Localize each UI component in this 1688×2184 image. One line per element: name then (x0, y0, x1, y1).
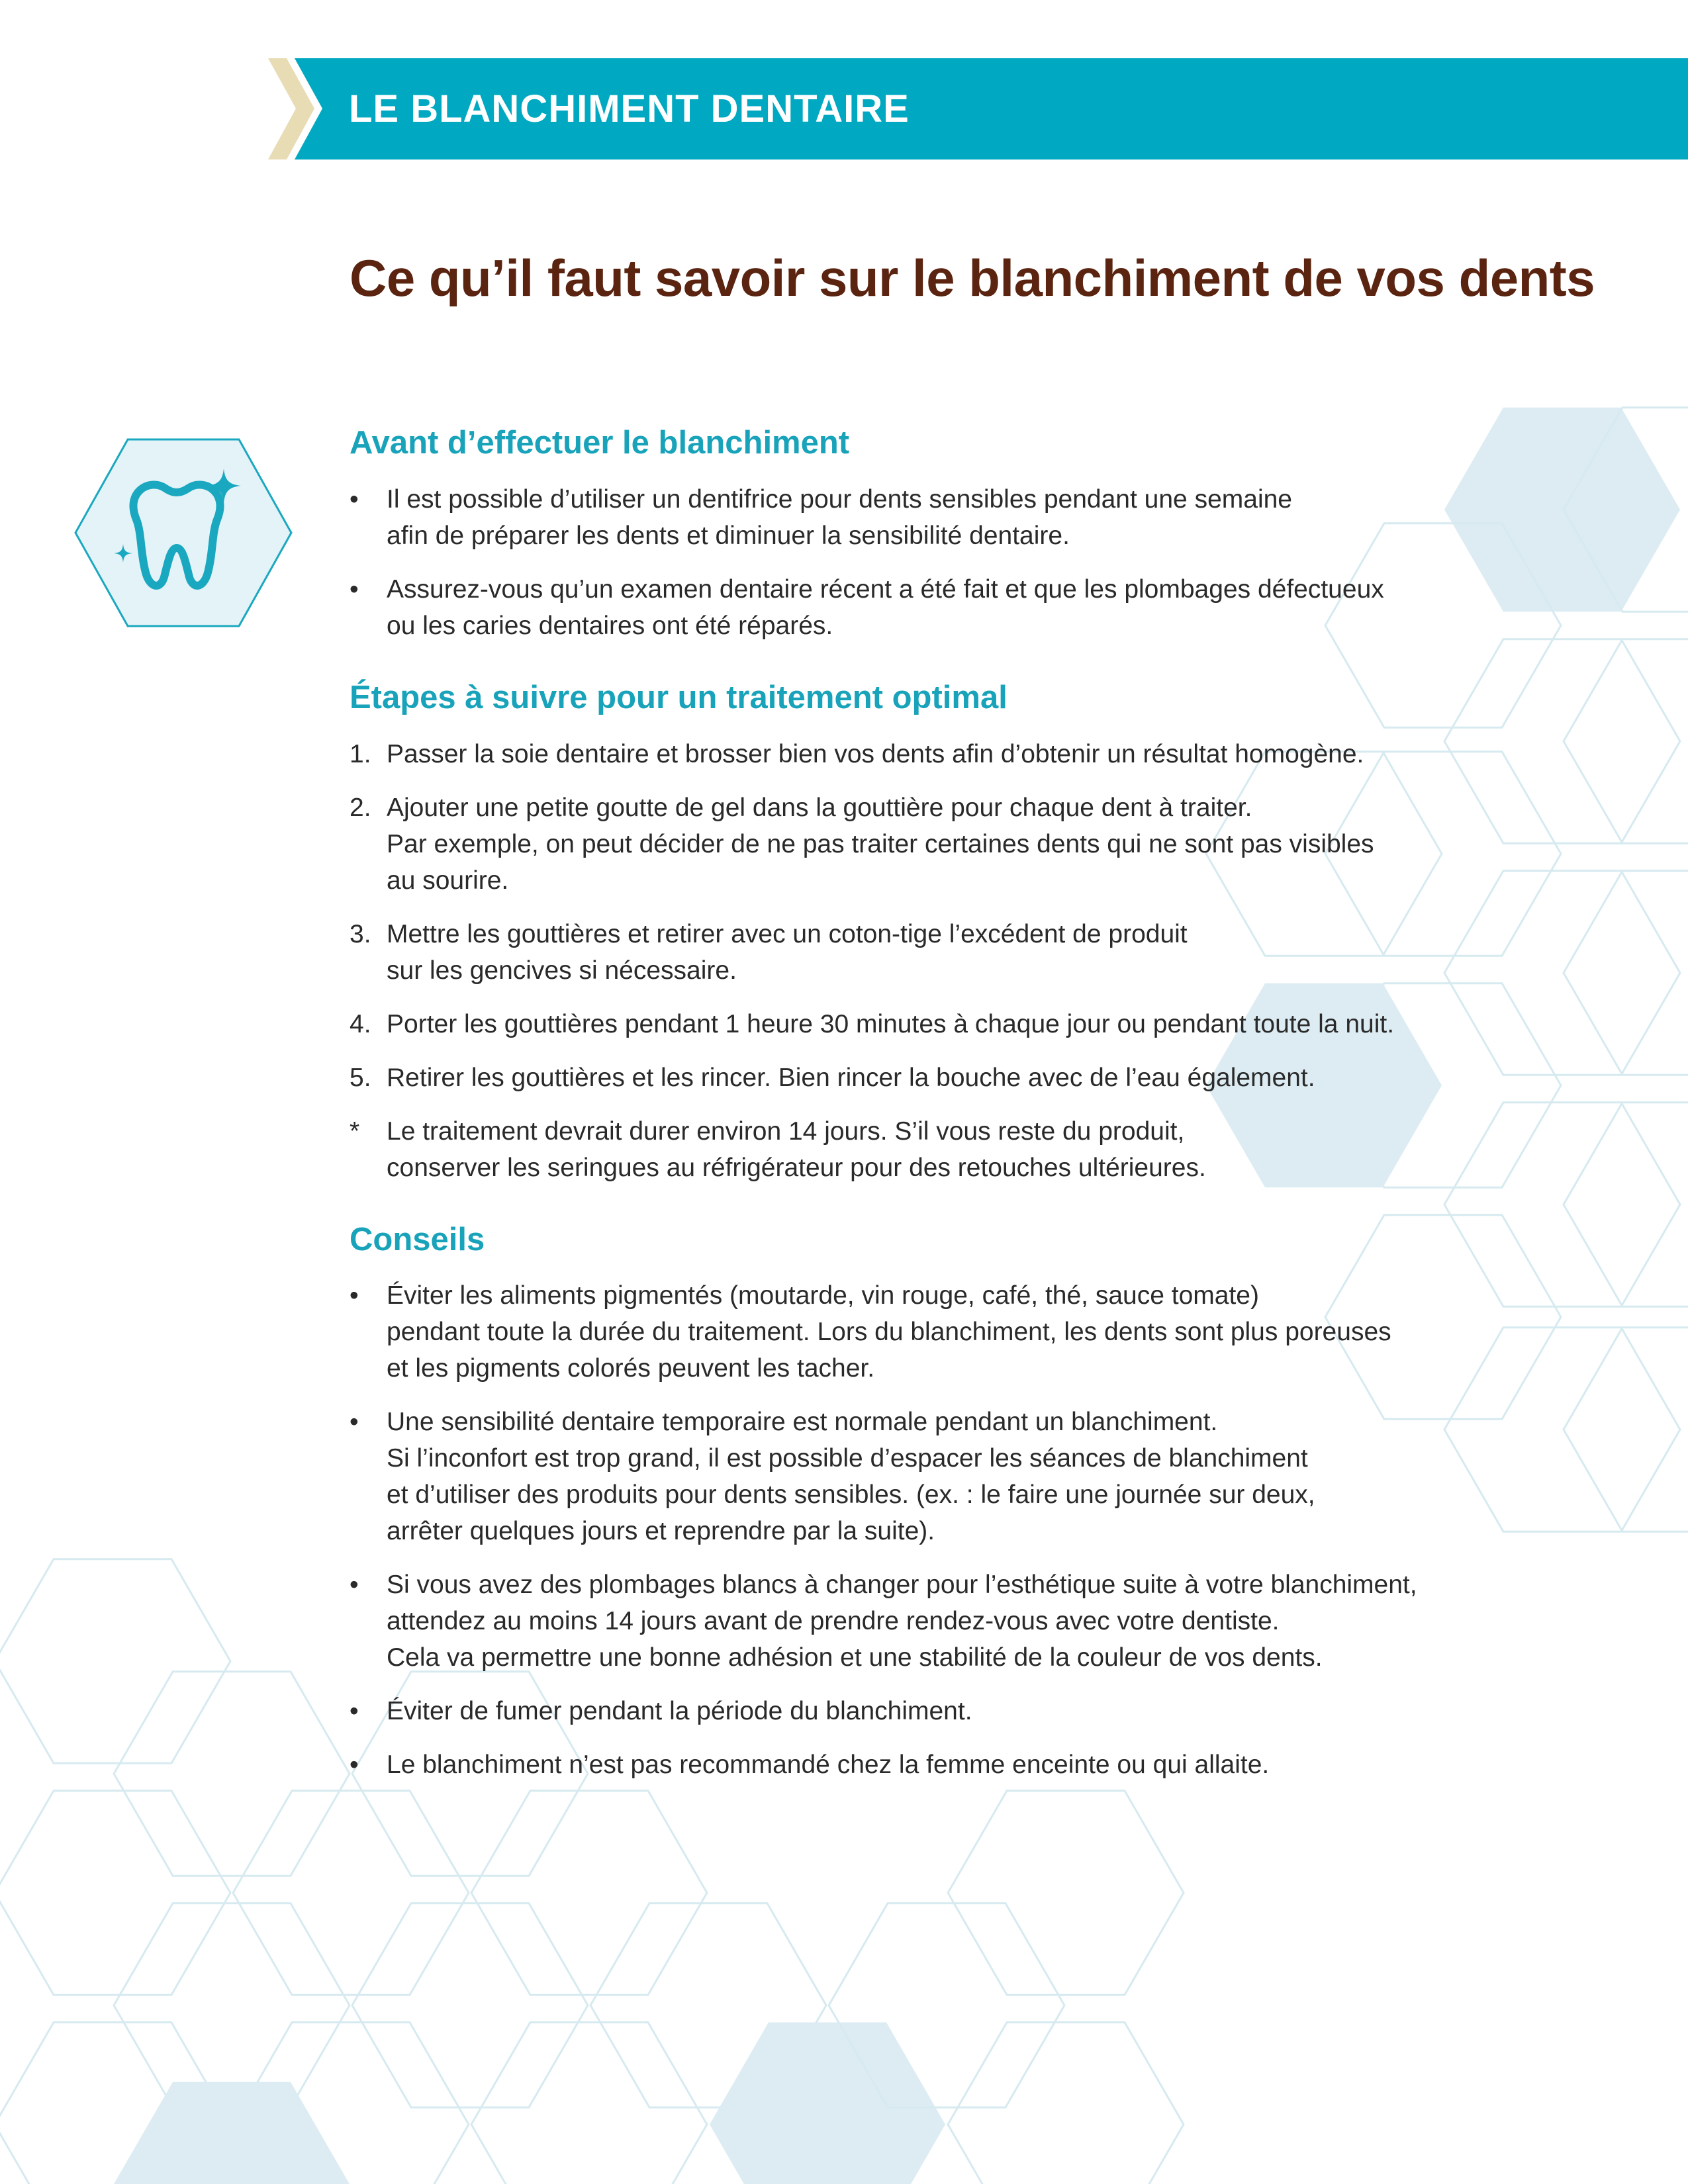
list-item-text: Éviter les aliments pigmentés (moutarde, vin rouge, café, thé, sauce tomate) pendant toute la durée du traitement. Lors du blanchiment, les dents sont plus poreuses et les pigments colorés peuvent les tacher. (387, 1281, 1391, 1383)
step-number: 1. (350, 739, 371, 768)
section-conseils (350, 1220, 1475, 1784)
list-item-text: Il est possible d’utiliser un dentifrice pour dents sensibles pendant une semaine afin de préparer les dents et diminuer la sensibilité dentaire. (387, 484, 1292, 550)
list-item (350, 916, 1475, 989)
list-item-text: Ajouter une petite goutte de gel dans la gouttière pour chaque dent à traiter. Par exemple, on peut décider de ne pas traiter certaines dents qui ne sont pas visibles au sourire. (387, 793, 1374, 895)
list-item (350, 1693, 1475, 1729)
list-item (350, 736, 1475, 772)
tooth-badge (73, 437, 294, 632)
step-number: 3. (350, 919, 371, 948)
section-heading-avant: Avant d’effectuer le blanchiment (350, 425, 850, 461)
list-item (350, 1277, 1475, 1387)
section-heading-conseils: Conseils (350, 1221, 485, 1257)
list-item (350, 1404, 1475, 1549)
bullet-marker: • (350, 1751, 359, 1780)
section-etapes (350, 678, 1475, 1186)
list-item-text: Une sensibilité dentaire temporaire est normale pendant un blanchiment. Si l’inconfort est trop grand, il est possible d’espacer les séances de blanchiment et d’utiliser des produits pour dents sensibles. (ex. : le faire une journée sur deux, arrêter quelques jours et reprendre par la suite). (387, 1408, 1315, 1546)
list-item-text: Si vous avez des plombages blancs à changer pour l’esthétique suite à votre blanchiment, attendez au moins 14 jours avant de prendre rendez-vous avec votre dentiste. Cela va permettre une bonne adhésion et une stabilité de la couleur de vos dents. (387, 1570, 1417, 1672)
background-hexagon (1444, 408, 1680, 612)
main-content (350, 424, 1475, 1817)
list-item-text: Mettre les gouttières et retirer avec un coton-tige l’excédent de produit sur les gencives si nécessaire. (387, 919, 1188, 985)
bullet-marker: • (350, 574, 359, 604)
background-hexagon (471, 2023, 707, 2184)
banner-title: LE BLANCHIMENT DENTAIRE (349, 87, 910, 130)
bullet-marker: • (350, 1281, 359, 1310)
list-item (350, 1113, 1475, 1186)
list-item (350, 1567, 1475, 1676)
background-hexagon (114, 1903, 350, 2107)
list-item (350, 571, 1475, 644)
background-hexagon (710, 2023, 945, 2184)
bullet-marker: • (350, 1570, 359, 1600)
background-hexagon (114, 2082, 350, 2184)
background-hexagon (948, 2023, 1184, 2184)
section-heading-etapes: Étapes à suivre pour un traitement optimal (350, 679, 1008, 715)
list-item (350, 1060, 1475, 1096)
list-item-text: Retirer les gouttières et les rincer. Bien rincer la bouche avec de l’eau également. (387, 1063, 1315, 1092)
step-number: 5. (350, 1063, 371, 1092)
background-hexagon (0, 1791, 230, 1995)
background-hexagon (114, 1672, 350, 1876)
background-hexagon (1444, 639, 1680, 843)
background-hexagon (1444, 1103, 1680, 1306)
background-hexagon (1564, 1328, 1688, 1531)
background-hexagon (471, 1791, 707, 1995)
avant-list (350, 481, 1475, 644)
list-item (350, 1747, 1475, 1783)
background-hexagon (352, 1903, 588, 2107)
bullet-marker: • (350, 484, 359, 514)
list-item-text: Le traitement devrait durer environ 14 jours. S’il vous reste du produit, conserver les seringues au réfrigérateur pour des retouches ultérieures. (387, 1116, 1206, 1182)
asterisk-marker: * (350, 1116, 360, 1146)
tooth-sparkle-icon (73, 437, 294, 629)
list-item-text: Éviter de fumer pendant la période du blanchiment. (387, 1697, 972, 1726)
background-hexagon (1564, 639, 1688, 843)
list-item (350, 1006, 1475, 1042)
list-item (350, 481, 1475, 554)
background-hexagon (0, 1559, 230, 1763)
background-hexagon (1444, 871, 1680, 1075)
background-hexagon (948, 1791, 1184, 1995)
bullet-marker: • (350, 1697, 359, 1726)
header-banner (268, 58, 1688, 159)
list-item-text: Assurez-vous qu’un examen dentaire récent a été fait et que les plombages défectueux ou les caries dentaires ont été réparés. (387, 574, 1384, 640)
bullet-marker: • (350, 1408, 359, 1437)
step-number: 2. (350, 793, 371, 822)
conseils-list (350, 1277, 1475, 1783)
background-hexagon (233, 1791, 469, 1995)
list-item (350, 790, 1475, 899)
step-number: 4. (350, 1009, 371, 1038)
etapes-list (350, 736, 1475, 1186)
background-hexagon (1564, 1103, 1688, 1306)
list-item-text: Porter les gouttières pendant 1 heure 30 minutes à chaque jour ou pendant toute la nuit. (387, 1009, 1395, 1038)
section-avant (350, 424, 1475, 644)
list-item-text: Le blanchiment n’est pas recommandé chez la femme enceinte ou qui allaite. (387, 1751, 1270, 1780)
list-item-text: Passer la soie dentaire et brosser bien vos dents afin d’obtenir un résultat homogène. (387, 739, 1364, 768)
background-hexagon (1444, 1328, 1680, 1531)
page-title: Ce qu’il faut savoir sur le blanchiment de vos dents (350, 249, 1595, 307)
background-hexagon (1564, 871, 1688, 1075)
